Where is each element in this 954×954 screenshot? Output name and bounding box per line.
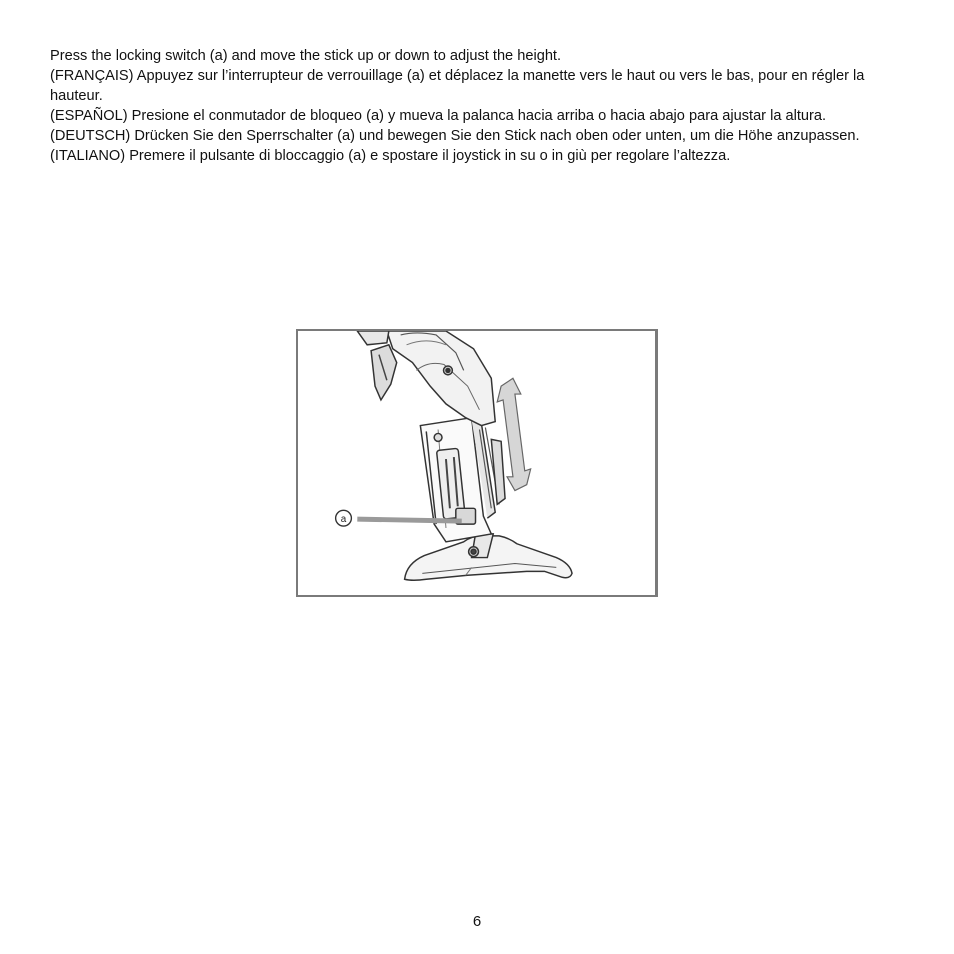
instruction-german: (DEUTSCH) Drücken Sie den Sperrschalter (a) und bewegen Sie den Stick nach oben oder unten, um die Höhe anzupassen. — [50, 128, 860, 144]
joystick-height-adjust-figure — [296, 329, 658, 597]
joystick-handle — [357, 331, 495, 426]
stand-post — [420, 418, 505, 542]
instruction-italian: (ITALIANO) Premere il pulsante di bloccaggio (a) e spostare il joystick in su o in giù per regolare l’altezza. — [50, 148, 731, 164]
callout-label: a — [340, 514, 347, 526]
instruction-spanish: (ESPAÑOL) Presione el conmutador de bloqueo (a) y mueva la palanca hacia arriba o hacia abajo para ajustar la altura. — [50, 108, 827, 124]
page-number: 6 — [472, 913, 482, 930]
instruction-text-block — [50, 46, 905, 166]
joystick-stand-illustration — [298, 331, 655, 595]
instruction-english: Press the locking switch (a) and move the stick up or down to adjust the height. — [50, 48, 562, 64]
instruction-french: (FRANÇAIS) Appuyez sur l’interrupteur de verrouillage (a) et déplacez la manette vers le haut ou vers le bas, pour en régler la hauteur. — [50, 68, 865, 104]
base — [405, 534, 572, 580]
